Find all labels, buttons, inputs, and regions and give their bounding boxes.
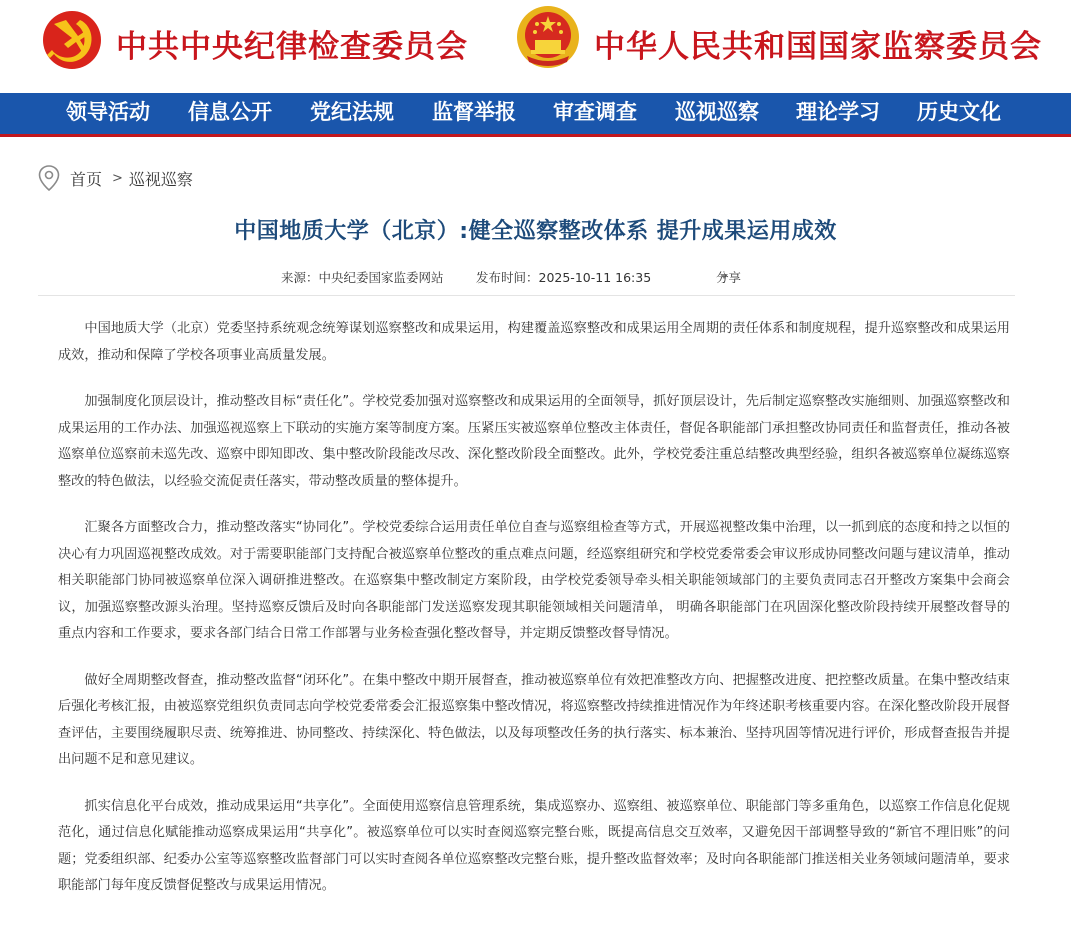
breadcrumb-current-link[interactable]: 巡视巡察 — [128, 169, 193, 189]
article-meta — [0, 268, 1071, 286]
article-source: 来源：中央纪委国家监委网站 — [281, 270, 444, 285]
nav-item-leadership[interactable]: 领导活动 — [66, 99, 150, 124]
nav-item-info[interactable]: 信息公开 — [188, 99, 272, 124]
site-header — [0, 0, 1071, 93]
breadcrumb-home-link[interactable]: 首页 — [70, 169, 103, 189]
breadcrumb — [38, 165, 193, 191]
nav-item-inspection[interactable]: 巡视巡察 — [675, 99, 759, 124]
breadcrumb-separator: > — [112, 170, 123, 186]
article-paragraph: 抓实信息化平台成效，推动成果运用“共享化”。全面使用巡察信息管理系统，集成巡察办、巡察组、被巡察单位、职能部门等多重角色，以巡察工作信息化促规范化，通过信息化赋能推动巡察成果运用“共享化”。被巡察单位可以实时查阅巡察完整台账，既提高信息交互效率，又避免因干部调整导致的“新官不理旧账”的问题；党委组织部、纪委办公室等巡察整改监督部门可以实时查阅各单位巡察整改完整台账，提升整改监督效率；及时向各职能部门推送相关业务领域问题清单，要求职能部门每年度反馈督促整改与成果运用情况。 — [58, 798, 1010, 893]
national-emblem-icon — [515, 4, 581, 70]
article-paragraph: 汇聚各方面整改合力，推动整改落实“协同化”。学校党委综合运用责任单位自查与巡察组检查等方式，开展巡视整改集中治理，以一抓到底的态度和持之以恒的决心有力巩固巡视整改成效。对于需要职能部门支持配合被巡察单位整改的重点难点问题，经巡察组研究和学校党委常委会审议形成协同整改问题与建议清单，推动相关职能部门协同被巡察单位深入调研推进整改。在巡察集中整改制定方案阶段，由学校党委领导牵头相关职能领域部门的主要负责同志召开整改方案集中会商会议，加强巡察整改源头治理。坚持巡察反馈后及时向各职能部门发送巡察发现其职能领域相关问题清单， 明确各职能部门在巩固深化整改阶段持续开展整改督导的重点内容和工作要求，要求各部门结合日常工作部署与业务检查强化整改督导，并定期反馈整改督导情况。 — [58, 520, 1010, 641]
share-button[interactable] — [716, 268, 742, 285]
nav-item-theory[interactable]: 理论学习 — [796, 99, 880, 124]
nav-item-report[interactable]: 监督举报 — [432, 99, 516, 124]
article-title: 中国地质大学（北京）:健全巡察整改体系 提升成果运用成效 — [234, 219, 837, 244]
article-paragraph: 加强制度化顶层设计，推动整改目标“责任化”。学校党委加强对巡察整改和成果运用的全面领导，抓好顶层设计，先后制定巡察整改实施细则、加强巡察整改和成果运用的工作办法、加强巡视巡察上下联动的实施方案等制度方案。压紧压实被巡察单位整改主体责任，督促各职能部门承担整改协同责任和监督责任，推动各被巡察单位巡察前未巡先改、巡察中即知即改、集中整改阶段能改尽改、深化整改阶段全面整改。此外，学校党委注重总结整改典型经验，组织各被巡察单位凝练巡察整改的特色做法，以经验交流促责任落实，带动整改质量的整体提升。 — [58, 394, 1010, 489]
nav-item-history[interactable]: 历史文化 — [917, 99, 1001, 124]
nav-item-investigation[interactable]: 审查调查 — [553, 99, 637, 124]
divider — [38, 295, 1015, 296]
party-emblem-icon — [42, 10, 102, 70]
main-nav — [0, 93, 1071, 137]
nav-item-regulations[interactable]: 党纪法规 — [310, 99, 394, 124]
org-name-ccdi: 中共中央纪律检查委员会 — [116, 29, 468, 65]
org-name-nsc: 中华人民共和国国家监察委员会 — [594, 29, 1042, 65]
article-paragraph: 做好全周期整改督查，推动整改监督“闭环化”。在集中整改中期开展督查，推动被巡察单位有效把准整改方向、把握整改进度、把控整改质量。在集中整改结束后强化考核汇报，由被巡察党组织负责同志向学校党委常委会汇报巡察集中整改情况，将巡察整改持续推进情况作为年终述职考核重要内容。在深化整改阶段开展督查评估，主要围绕履职尽责、统筹推进、协同整改、持续深化、特色做法，以及每项整改任务的执行落实、标本兼治、坚持巩固等情况进行评价，形成督查报告并提出问题不足和意见建议。 — [58, 672, 1010, 767]
article-body — [58, 316, 1010, 920]
share-label: 分享 — [716, 270, 742, 285]
location-pin-icon — [38, 165, 60, 191]
article-date: 发布时间：2025-10-11 16:35 — [476, 270, 652, 285]
article-paragraph: 中国地质大学（北京）党委坚持系统观念统筹谋划巡察整改和成果运用，构建覆盖巡察整改和成果运用全周期的责任体系和制度规程，提升巡察整改和成果运用成效，推动和保障了学校各项事业高质量发展。 — [58, 321, 1010, 363]
